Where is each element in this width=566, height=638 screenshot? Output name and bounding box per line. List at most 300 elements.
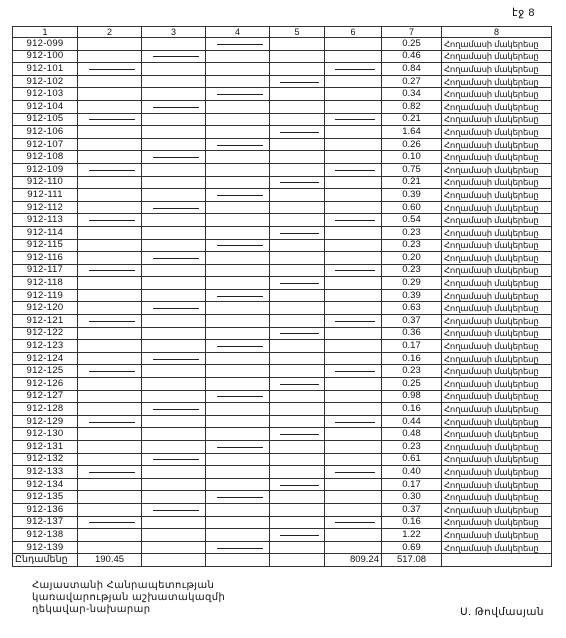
empty-cell: [270, 214, 325, 227]
description-cell: Հողամասի մակերեսը: [442, 453, 552, 466]
column-header-3: 3: [142, 27, 206, 38]
empty-cell: [270, 138, 325, 151]
empty-cell: [270, 264, 325, 277]
description-cell: Հողամասի մակերեսը: [442, 189, 552, 202]
signer-name: Ս. Թովմասյան: [460, 606, 544, 618]
empty-cell: [142, 390, 206, 403]
empty-cell: [78, 352, 142, 365]
empty-cell: [78, 428, 142, 441]
table-row: [13, 390, 552, 403]
empty-cell: [206, 541, 270, 554]
empty-cell: [206, 126, 270, 139]
empty-cell: [325, 441, 382, 454]
empty-cell: [325, 491, 382, 504]
empty-cell: [142, 503, 206, 516]
area-value: 0.54: [382, 214, 442, 227]
parcel-code: 912-119: [13, 289, 78, 302]
parcel-code: 912-128: [13, 403, 78, 416]
empty-cell: [270, 113, 325, 126]
parcel-code: 912-135: [13, 491, 78, 504]
empty-cell: [78, 75, 142, 88]
empty-cell: [78, 214, 142, 227]
area-value: 0.63: [382, 302, 442, 315]
empty-cell: [78, 491, 142, 504]
empty-cell: [206, 277, 270, 290]
empty-cell: [206, 453, 270, 466]
description-cell: Հողամասի մակերեսը: [442, 352, 552, 365]
empty-cell: [206, 415, 270, 428]
table-row: [13, 63, 552, 76]
table-row: [13, 226, 552, 239]
parcel-code: 912-139: [13, 541, 78, 554]
table-row: [13, 503, 552, 516]
description-cell: Հողամասի մակերեսը: [442, 163, 552, 176]
empty-cell: [206, 403, 270, 416]
empty-cell: [78, 478, 142, 491]
parcel-code: 912-103: [13, 88, 78, 101]
empty-cell: [142, 50, 206, 63]
empty-cell: [78, 516, 142, 529]
parcel-code: 912-106: [13, 126, 78, 139]
empty-cell: [78, 163, 142, 176]
parcel-code: 912-116: [13, 252, 78, 265]
empty-cell: [270, 239, 325, 252]
area-value: 0.37: [382, 315, 442, 328]
parcel-code: 912-101: [13, 63, 78, 76]
area-value: 0.39: [382, 289, 442, 302]
area-value: 0.82: [382, 100, 442, 113]
footer-line-1: Հայաստանի Հանրապետության: [32, 580, 215, 591]
empty-cell: [78, 201, 142, 214]
table-row: [13, 100, 552, 113]
table-row: [13, 38, 552, 51]
empty-cell: [206, 214, 270, 227]
empty-cell: [325, 365, 382, 378]
area-value: 0.75: [382, 163, 442, 176]
empty-cell: [78, 453, 142, 466]
area-value: 0.40: [382, 466, 442, 479]
table-row: [13, 478, 552, 491]
description-cell: Հողամասի մակերեսը: [442, 151, 552, 164]
parcel-code: 912-115: [13, 239, 78, 252]
empty-cell: [206, 201, 270, 214]
empty-cell: [142, 75, 206, 88]
table-row: [13, 529, 552, 542]
area-value: 0.21: [382, 176, 442, 189]
area-value: 0.16: [382, 352, 442, 365]
empty-cell: [325, 478, 382, 491]
description-cell: Հողամասի մակերեսը: [442, 277, 552, 290]
empty-cell: [270, 428, 325, 441]
area-value: 0.20: [382, 252, 442, 265]
column-number-row: [13, 27, 552, 38]
empty-cell: [325, 541, 382, 554]
parcel-code: 912-118: [13, 277, 78, 290]
empty-cell: [78, 315, 142, 328]
empty-cell: [270, 503, 325, 516]
empty-cell: [142, 516, 206, 529]
footer-line-2: կառավարության աշխատակազմի: [32, 592, 226, 603]
empty-cell: [142, 415, 206, 428]
empty-cell: [142, 163, 206, 176]
parcel-code: 912-100: [13, 50, 78, 63]
table-row: [13, 315, 552, 328]
table-row: [13, 138, 552, 151]
empty-cell: [206, 302, 270, 315]
empty-cell: [325, 38, 382, 51]
total-col6: 809.24: [325, 554, 382, 567]
table-row: [13, 176, 552, 189]
empty-cell: [270, 100, 325, 113]
table-row: [13, 239, 552, 252]
table-row: [13, 264, 552, 277]
footer-block: [32, 580, 225, 616]
table-row: [13, 88, 552, 101]
empty-cell: [78, 466, 142, 479]
area-value: 0.37: [382, 503, 442, 516]
empty-cell: [142, 554, 206, 567]
empty-cell: [206, 352, 270, 365]
empty-cell: [270, 403, 325, 416]
table-row: [13, 403, 552, 416]
empty-cell: [270, 176, 325, 189]
table-row: [13, 214, 552, 227]
description-cell: Հողամասի մակերեսը: [442, 88, 552, 101]
empty-cell: [325, 50, 382, 63]
parcel-code: 912-109: [13, 163, 78, 176]
empty-cell: [270, 50, 325, 63]
area-value: 0.16: [382, 516, 442, 529]
area-value: 0.23: [382, 441, 442, 454]
description-cell: Հողամասի մակերեսը: [442, 478, 552, 491]
footer-line-3: ղեկավար-նախարար: [32, 604, 151, 615]
empty-cell: [206, 529, 270, 542]
empty-cell: [325, 378, 382, 391]
empty-cell: [325, 264, 382, 277]
empty-cell: [270, 226, 325, 239]
description-cell: Հողամասի մակերեսը: [442, 252, 552, 265]
empty-cell: [325, 226, 382, 239]
empty-cell: [78, 365, 142, 378]
empty-cell: [270, 441, 325, 454]
area-value: 0.23: [382, 239, 442, 252]
empty-cell: [78, 138, 142, 151]
table-row: [13, 126, 552, 139]
empty-cell: [142, 113, 206, 126]
area-value: 0.17: [382, 478, 442, 491]
empty-cell: [270, 38, 325, 51]
table-row: [13, 163, 552, 176]
empty-cell: [325, 327, 382, 340]
empty-cell: [325, 100, 382, 113]
empty-cell: [78, 226, 142, 239]
empty-cell: [142, 315, 206, 328]
description-cell: Հողամասի մակերեսը: [442, 226, 552, 239]
empty-cell: [325, 289, 382, 302]
empty-cell: [142, 138, 206, 151]
empty-cell: [142, 214, 206, 227]
empty-cell: [325, 428, 382, 441]
parcel-code: 912-132: [13, 453, 78, 466]
empty-cell: [206, 428, 270, 441]
land-register-table: [12, 26, 552, 567]
description-cell: Հողամասի մակերեսը: [442, 466, 552, 479]
empty-cell: [270, 390, 325, 403]
empty-cell: [206, 503, 270, 516]
table-row: [13, 491, 552, 504]
empty-cell: [78, 151, 142, 164]
empty-cell: [142, 478, 206, 491]
description-cell: Հողամասի մակերեսը: [442, 315, 552, 328]
description-cell: Հողամասի մակերեսը: [442, 176, 552, 189]
empty-cell: [325, 151, 382, 164]
empty-cell: [142, 302, 206, 315]
table-row: [13, 189, 552, 202]
empty-cell: [270, 365, 325, 378]
empty-cell: [206, 365, 270, 378]
table-row: [13, 113, 552, 126]
empty-cell: [78, 176, 142, 189]
empty-cell: [142, 126, 206, 139]
empty-cell: [270, 302, 325, 315]
empty-cell: [78, 541, 142, 554]
empty-cell: [142, 327, 206, 340]
parcel-code: 912-130: [13, 428, 78, 441]
area-value: 0.23: [382, 365, 442, 378]
description-cell: Հողամասի մակերեսը: [442, 541, 552, 554]
table-row: [13, 428, 552, 441]
empty-cell: [325, 315, 382, 328]
empty-cell: [206, 315, 270, 328]
empty-cell: [206, 340, 270, 353]
empty-cell: [142, 63, 206, 76]
empty-cell: [270, 491, 325, 504]
empty-cell: [325, 403, 382, 416]
empty-cell: [78, 441, 142, 454]
empty-cell: [78, 378, 142, 391]
description-cell: Հողամասի մակերեսը: [442, 63, 552, 76]
empty-cell: [142, 289, 206, 302]
total-col7: 517.08: [382, 554, 442, 567]
empty-cell: [142, 428, 206, 441]
empty-cell: [78, 390, 142, 403]
empty-cell: [142, 264, 206, 277]
empty-cell: [325, 126, 382, 139]
empty-cell: [142, 403, 206, 416]
empty-cell: [270, 554, 325, 567]
parcel-code: 912-129: [13, 415, 78, 428]
empty-cell: [325, 214, 382, 227]
empty-cell: [206, 441, 270, 454]
empty-cell: [78, 113, 142, 126]
table-row: [13, 541, 552, 554]
empty-cell: [270, 541, 325, 554]
empty-cell: [206, 390, 270, 403]
empty-cell: [270, 453, 325, 466]
empty-cell: [142, 226, 206, 239]
empty-cell: [206, 252, 270, 265]
parcel-code: 912-138: [13, 529, 78, 542]
empty-cell: [206, 466, 270, 479]
parcel-code: 912-111: [13, 189, 78, 202]
empty-cell: [142, 239, 206, 252]
empty-cell: [142, 352, 206, 365]
empty-cell: [442, 554, 552, 567]
empty-cell: [206, 176, 270, 189]
empty-cell: [325, 201, 382, 214]
table-row: [13, 415, 552, 428]
empty-cell: [206, 63, 270, 76]
parcel-code: 912-131: [13, 441, 78, 454]
description-cell: Հողամասի մակերեսը: [442, 378, 552, 391]
description-cell: Հողամասի մակերեսը: [442, 126, 552, 139]
empty-cell: [206, 264, 270, 277]
area-value: 0.10: [382, 151, 442, 164]
empty-cell: [270, 478, 325, 491]
empty-cell: [206, 100, 270, 113]
empty-cell: [206, 239, 270, 252]
table-row: [13, 365, 552, 378]
empty-cell: [270, 252, 325, 265]
empty-cell: [142, 466, 206, 479]
empty-cell: [206, 516, 270, 529]
empty-cell: [142, 38, 206, 51]
parcel-code: 912-121: [13, 315, 78, 328]
description-cell: Հողամասի մակերեսը: [442, 138, 552, 151]
table-row: [13, 441, 552, 454]
empty-cell: [78, 100, 142, 113]
area-value: 0.60: [382, 201, 442, 214]
parcel-code: 912-124: [13, 352, 78, 365]
description-cell: Հողամասի մակերեսը: [442, 503, 552, 516]
area-value: 0.29: [382, 277, 442, 290]
table-row: [13, 151, 552, 164]
empty-cell: [206, 50, 270, 63]
parcel-code: 912-102: [13, 75, 78, 88]
empty-cell: [78, 327, 142, 340]
empty-cell: [270, 126, 325, 139]
description-cell: Հողամասի մակերեսը: [442, 390, 552, 403]
description-cell: Հողամասի մակերեսը: [442, 428, 552, 441]
description-cell: Հողամասի մակերեսը: [442, 403, 552, 416]
empty-cell: [142, 441, 206, 454]
parcel-code: 912-112: [13, 201, 78, 214]
area-value: 0.17: [382, 340, 442, 353]
empty-cell: [270, 415, 325, 428]
parcel-code: 912-108: [13, 151, 78, 164]
empty-cell: [78, 189, 142, 202]
empty-cell: [142, 453, 206, 466]
empty-cell: [206, 75, 270, 88]
empty-cell: [142, 252, 206, 265]
parcel-code: 912-126: [13, 378, 78, 391]
empty-cell: [78, 239, 142, 252]
empty-cell: [325, 63, 382, 76]
column-header-1: 1: [13, 27, 78, 38]
total-label: Ընդամենը: [13, 554, 78, 567]
parcel-code: 912-133: [13, 466, 78, 479]
empty-cell: [270, 277, 325, 290]
empty-cell: [78, 126, 142, 139]
description-cell: Հողամասի մակերեսը: [442, 491, 552, 504]
empty-cell: [325, 75, 382, 88]
empty-cell: [270, 315, 325, 328]
area-value: 0.36: [382, 327, 442, 340]
area-value: 0.26: [382, 138, 442, 151]
empty-cell: [270, 88, 325, 101]
empty-cell: [206, 478, 270, 491]
table-row: [13, 340, 552, 353]
description-cell: Հողամասի մակերեսը: [442, 100, 552, 113]
empty-cell: [270, 201, 325, 214]
description-cell: Հողամասի մակերեսը: [442, 529, 552, 542]
parcel-code: 912-127: [13, 390, 78, 403]
table-row: [13, 378, 552, 391]
parcel-code: 912-114: [13, 226, 78, 239]
empty-cell: [78, 529, 142, 542]
empty-cell: [270, 289, 325, 302]
empty-cell: [270, 327, 325, 340]
empty-cell: [142, 176, 206, 189]
empty-cell: [142, 189, 206, 202]
parcel-code: 912-117: [13, 264, 78, 277]
parcel-code: 912-134: [13, 478, 78, 491]
empty-cell: [142, 541, 206, 554]
column-header-4: 4: [206, 27, 270, 38]
empty-cell: [206, 226, 270, 239]
empty-cell: [325, 503, 382, 516]
empty-cell: [206, 327, 270, 340]
area-value: 0.84: [382, 63, 442, 76]
table-row: [13, 466, 552, 479]
empty-cell: [206, 113, 270, 126]
description-cell: Հողամասի մակերեսը: [442, 340, 552, 353]
empty-cell: [78, 302, 142, 315]
empty-cell: [270, 75, 325, 88]
empty-cell: [325, 176, 382, 189]
description-cell: Հողամասի մակերեսը: [442, 415, 552, 428]
description-cell: Հողամասի մակերեսը: [442, 113, 552, 126]
empty-cell: [270, 63, 325, 76]
column-header-7: 7: [382, 27, 442, 38]
empty-cell: [325, 277, 382, 290]
empty-cell: [78, 503, 142, 516]
empty-cell: [78, 340, 142, 353]
description-cell: Հողամասի մակերեսը: [442, 327, 552, 340]
parcel-code: 912-110: [13, 176, 78, 189]
empty-cell: [78, 88, 142, 101]
empty-cell: [206, 163, 270, 176]
area-value: 0.23: [382, 226, 442, 239]
parcel-code: 912-123: [13, 340, 78, 353]
empty-cell: [270, 340, 325, 353]
empty-cell: [325, 163, 382, 176]
description-cell: Հողամասի մակերեսը: [442, 289, 552, 302]
empty-cell: [78, 63, 142, 76]
empty-cell: [142, 491, 206, 504]
empty-cell: [78, 38, 142, 51]
description-cell: Հողամասի մակերեսը: [442, 38, 552, 51]
area-value: 0.98: [382, 390, 442, 403]
empty-cell: [78, 252, 142, 265]
table-row: [13, 516, 552, 529]
empty-cell: [78, 403, 142, 416]
description-cell: Հողամասի մակերեսը: [442, 516, 552, 529]
empty-cell: [325, 189, 382, 202]
empty-cell: [270, 466, 325, 479]
description-cell: Հողամասի մակերեսը: [442, 302, 552, 315]
table-row: [13, 50, 552, 63]
